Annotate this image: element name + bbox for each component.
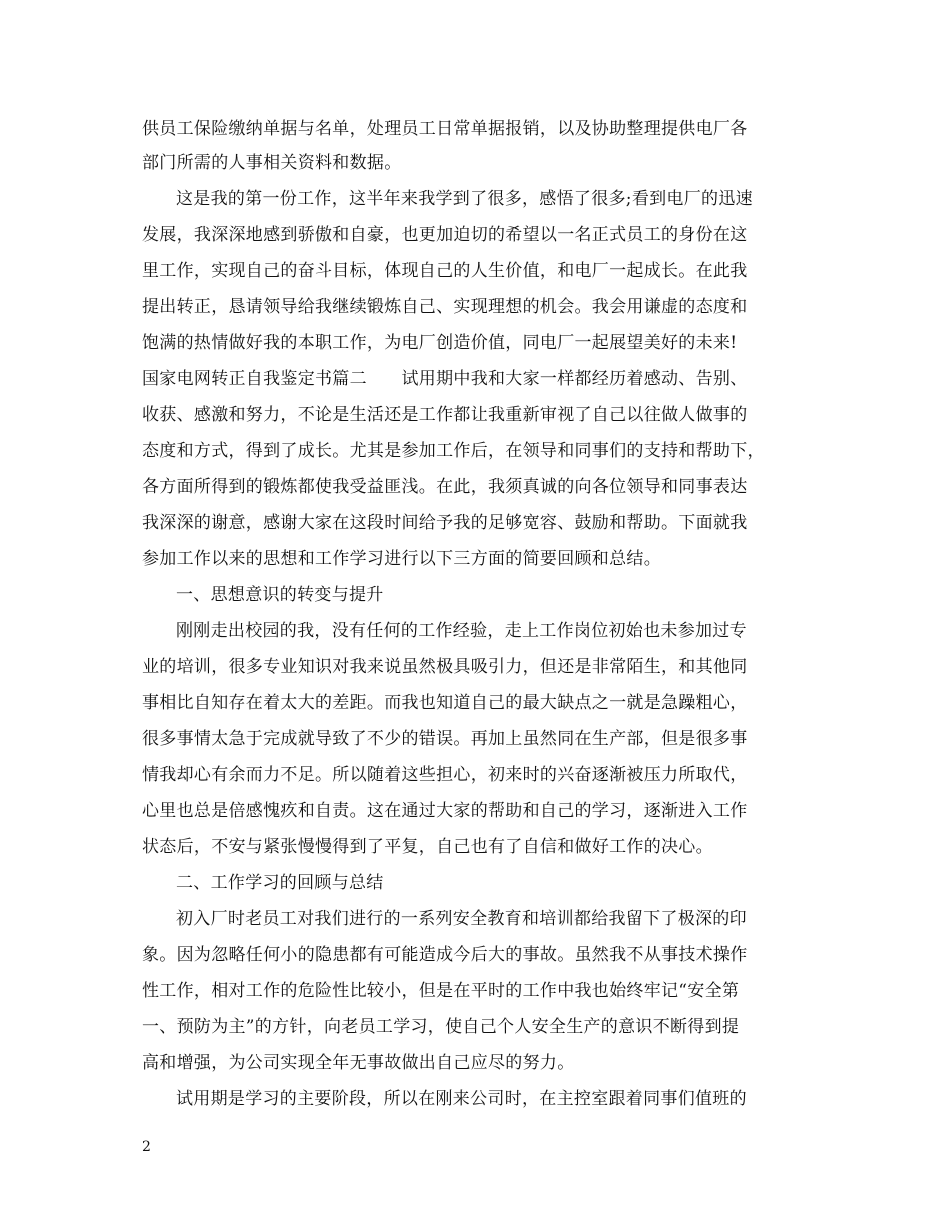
text-line: 高和增强，为公司实现全年无事故做出自己应尽的努力。 (142, 1053, 575, 1073)
text-line: 一、预防为主”的方针，向老员工学习，使自己个人安全生产的意识不断得到提 (142, 1017, 740, 1037)
text-line: 刚刚走出校园的我，没有任何的工作经验，走上工作岗位初始也未参加过专 (176, 621, 747, 641)
text-line: 国家电网转正自我鉴定书篇二 试用期中我和大家一样都经历着感动、告别、 (142, 369, 748, 389)
text-line: 参加工作以来的思想和工作学习进行以下三方面的简要回顾和总结。 (142, 549, 661, 569)
text-line: 收获、感激和努力，不论是生活还是工作都让我重新审视了自己以往做人做事的 (142, 405, 748, 425)
text-line: 里工作，实现自己的奋斗目标，体现自己的人生价值，和电厂一起成长。在此我 (142, 261, 748, 281)
text-line: 业的培训，很多专业知识对我来说虽然极具吸引力，但还是非常陌生，和其他同 (142, 657, 748, 677)
text-line: 提出转正，恳请领导给我继续锻炼自己、实现理想的机会。我会用谦虚的态度和 (142, 297, 748, 317)
text-line: 饱满的热情做好我的本职工作，为电厂创造价值，同电厂一起展望美好的未来! (142, 333, 738, 353)
text-line: 很多事情太急于完成就导致了不少的错误。再加上虽然同在生产部，但是很多事 (142, 729, 748, 749)
text-line: 这是我的第一份工作，这半年来我学到了很多，感悟了很多;看到电厂的迅速 (176, 189, 753, 209)
text-line: 我深深的谢意，感谢大家在这段时间给予我的足够宽容、鼓励和帮助。下面就我 (142, 513, 748, 533)
text-line: 初入厂时老员工对我们进行的一系列安全教育和培训都给我留下了极深的印 (176, 909, 747, 929)
text-line: 态度和方式，得到了成长。尤其是参加工作后，在领导和同事们的支持和帮助下， (142, 441, 765, 461)
section-heading: 一、思想意识的转变与提升 (176, 585, 384, 605)
text-line: 试用期是学习的主要阶段，所以在刚来公司时，在主控室跟着同事们值班的 (176, 1089, 747, 1109)
page-number: 2 (142, 1139, 151, 1155)
text-line: 供员工保险缴纳单据与名单，处理员工日常单据报销，以及协助整理提供电厂各 (142, 119, 748, 139)
section-heading: 二、工作学习的回顾与总结 (176, 873, 384, 893)
text-line: 各方面所得到的锻炼都使我受益匪浅。在此，我须真诚的向各位领导和同事表达 (142, 477, 748, 497)
text-line: 性工作，相对工作的危险性比较小，但是在平时的工作中我也始终牢记“安全第 (142, 981, 740, 1001)
text-line: 事相比自知存在着太大的差距。而我也知道自己的最大缺点之一就是急躁粗心， (142, 693, 748, 713)
text-line: 发展，我深深地感到骄傲和自豪，也更加迫切的希望以一名正式员工的身份在这 (142, 225, 748, 245)
text-line: 状态后，不安与紧张慢慢得到了平复，自己也有了自信和做好工作的决心。 (142, 837, 713, 857)
text-line: 心里也总是倍感愧疚和自责。这在通过大家的帮助和自己的学习，逐渐进入工作 (142, 801, 748, 821)
text-line: 象。因为忽略任何小的隐患都有可能造成今后大的事故。虽然我不从事技术操作 (142, 945, 748, 965)
text-line: 部门所需的人事相关资料和数据。 (142, 153, 402, 173)
text-line: 情我却心有余而力不足。所以随着这些担心，初来时的兴奋逐渐被压力所取代， (142, 765, 748, 785)
